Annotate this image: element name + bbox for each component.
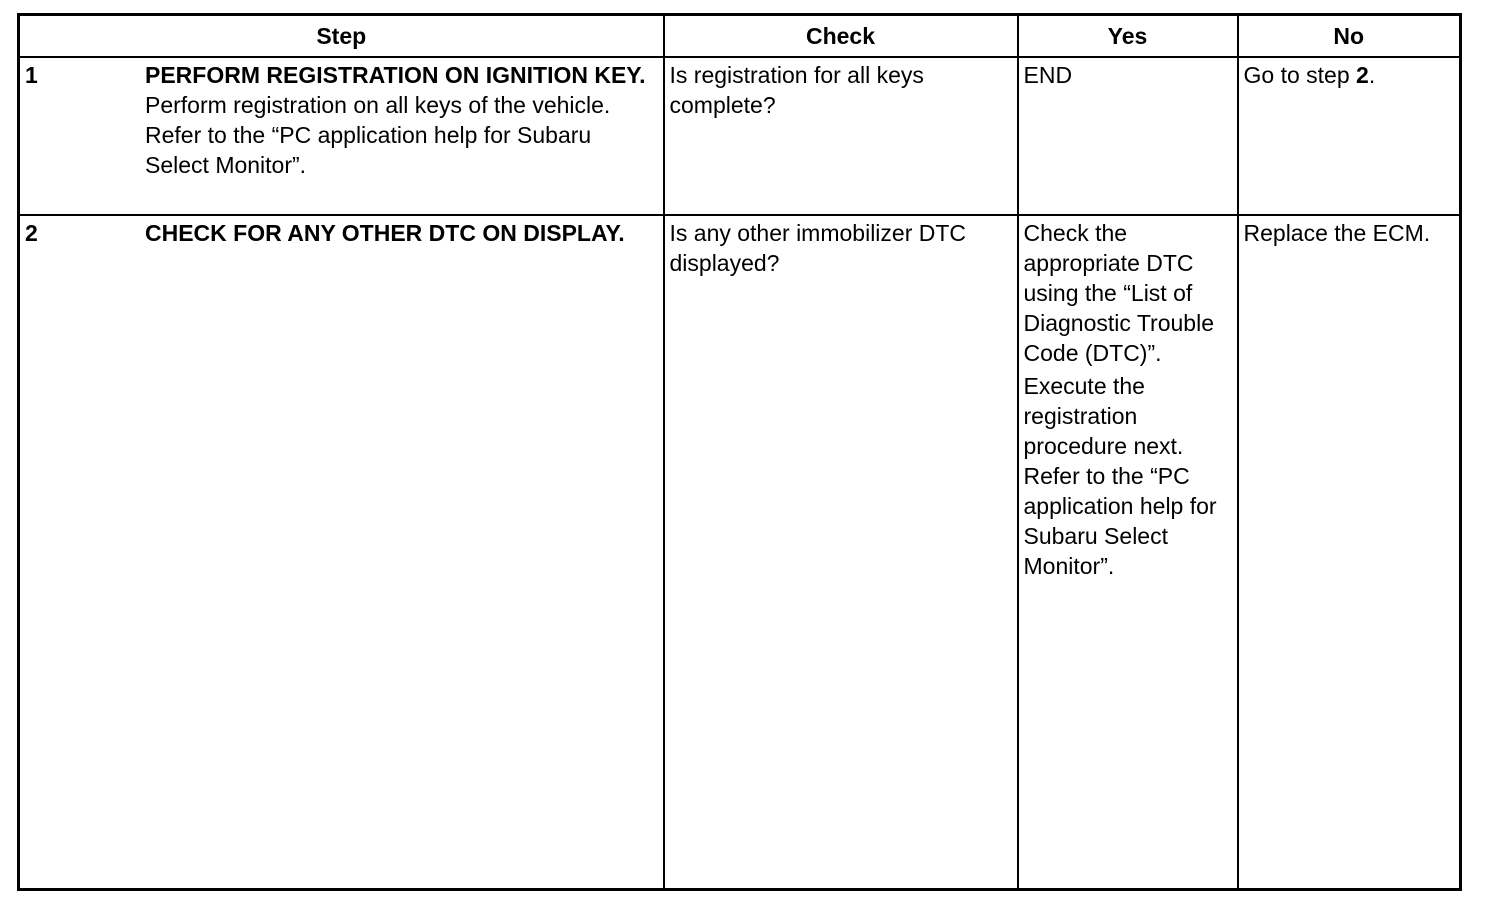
header-yes: Yes bbox=[1018, 15, 1238, 58]
check-text: Is any other immobilizer DTC displayed? bbox=[669, 220, 967, 276]
yes-text: Check the appropriate DTC using the “List of Diagnostic Trouble Code (DTC)”. bbox=[1023, 220, 1214, 366]
table-row bbox=[19, 57, 1461, 215]
no-text bbox=[1239, 58, 1460, 90]
step-reference: 2 bbox=[1356, 62, 1369, 88]
step-description: Perform registration on all keys of the vehicle. Refer to the “PC application help for Subaru Select Monitor”. bbox=[145, 92, 611, 178]
step-cell bbox=[19, 215, 664, 890]
step-title: CHECK FOR ANY OTHER DTC ON DISPLAY. bbox=[145, 220, 625, 246]
diagnostic-table bbox=[17, 13, 1462, 891]
check-cell bbox=[664, 57, 1018, 215]
table-row bbox=[19, 215, 1461, 890]
no-suffix: . bbox=[1368, 62, 1376, 88]
check-cell bbox=[664, 215, 1018, 890]
step-number: 1 bbox=[25, 62, 38, 88]
step-cell bbox=[19, 57, 664, 215]
header-row bbox=[19, 15, 1461, 58]
header-no: No bbox=[1238, 15, 1461, 58]
yes-cell bbox=[1018, 215, 1238, 890]
yes-cell bbox=[1018, 57, 1238, 215]
step-title: PERFORM REGISTRATION ON IGNITION KEY. bbox=[145, 62, 646, 88]
no-cell bbox=[1238, 215, 1461, 890]
check-text: Is registration for all keys complete? bbox=[669, 62, 924, 118]
no-text: Replace the ECM. bbox=[1243, 220, 1431, 246]
yes-text: Execute the registration procedure next. Refer to the “PC application help for Subaru Select Monitor”. bbox=[1023, 373, 1217, 579]
header-check: Check bbox=[664, 15, 1018, 58]
yes-text: END bbox=[1023, 62, 1073, 88]
no-cell bbox=[1238, 57, 1461, 215]
step-number: 2 bbox=[25, 220, 38, 246]
no-prefix: Go to step bbox=[1243, 62, 1357, 88]
header-step: Step bbox=[19, 15, 664, 58]
